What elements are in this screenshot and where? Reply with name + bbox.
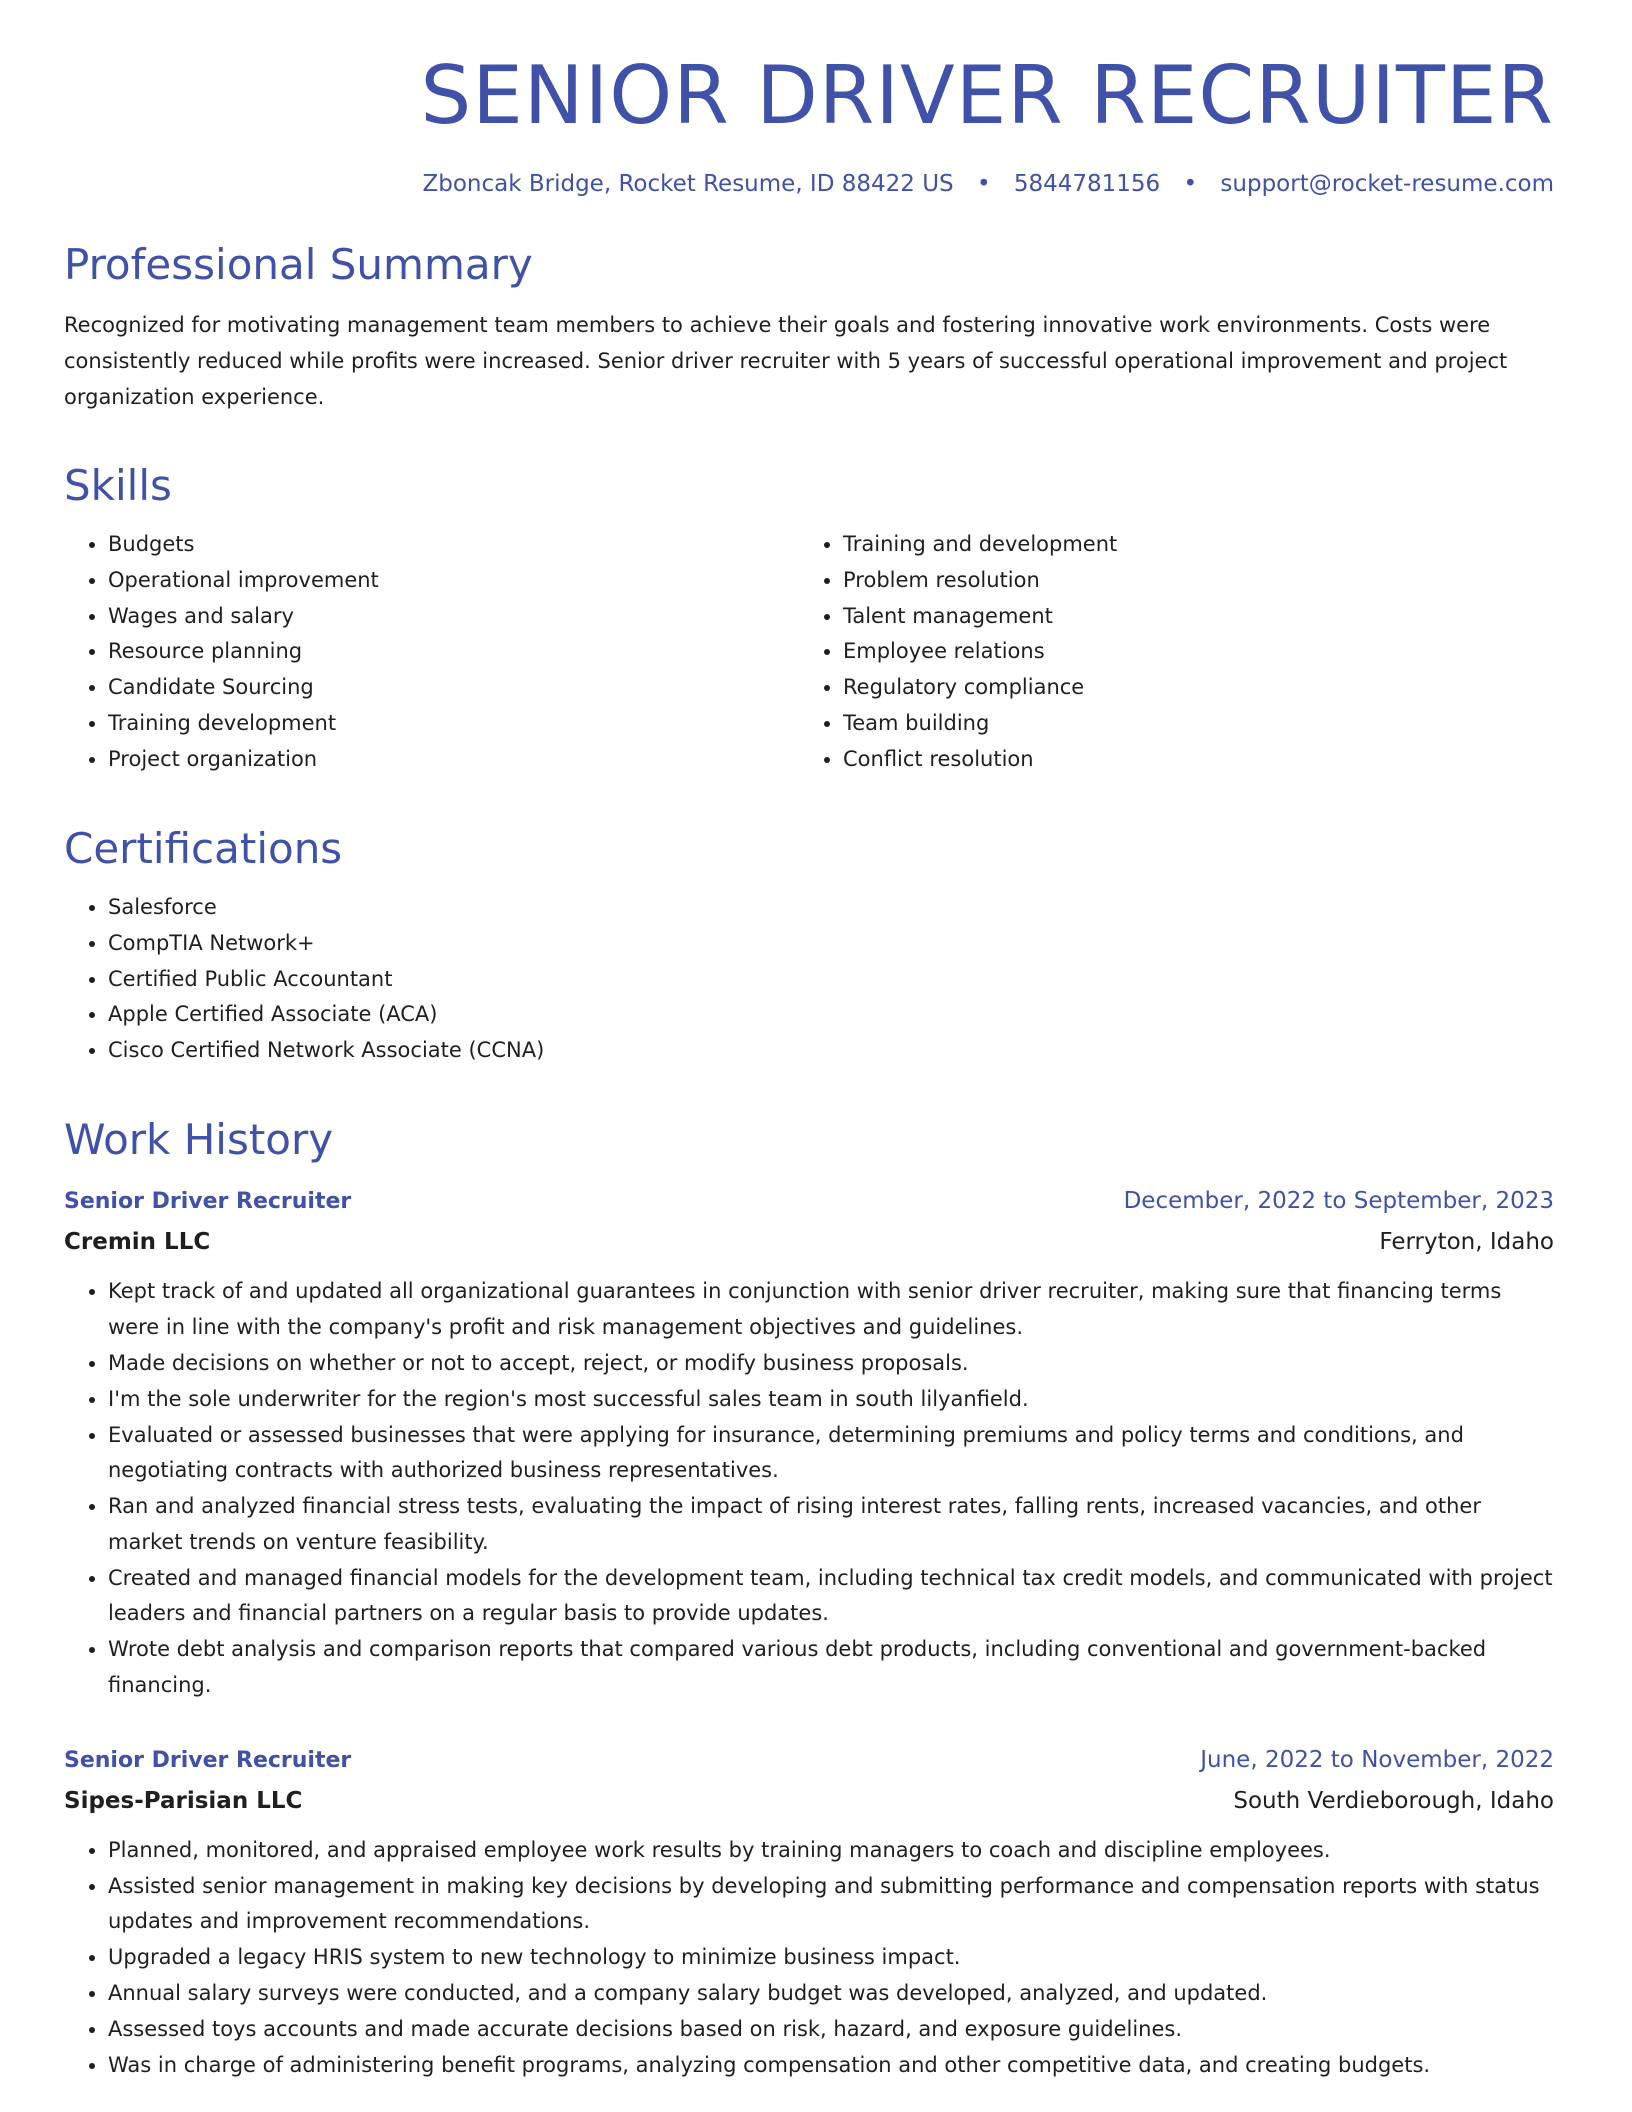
- skill-item: • Operational improvement: [108, 563, 799, 599]
- job-entry: [64, 1181, 1554, 1704]
- job-company-row: [64, 1222, 1554, 1262]
- work-history-heading: Work History: [64, 1114, 334, 1164]
- skills-column-left: [64, 527, 799, 778]
- skill-item: • Team building: [843, 706, 1534, 742]
- contact-line: [64, 168, 1554, 200]
- job-company-row: [64, 1781, 1554, 1821]
- contact-address: Zboncak Bridge, Rocket Resume, ID 88422 US: [422, 171, 954, 197]
- job-bullet: • I'm the sole underwriter for the region's most successful sales team in south lilyanfield.: [108, 1382, 1554, 1418]
- job-company: Sipes-Parisian LLC: [64, 1787, 303, 1814]
- skill-item: • Training and development: [843, 527, 1534, 563]
- job-dates: December, 2022 to September, 2023: [1123, 1188, 1554, 1215]
- certifications-heading: Certifications: [64, 823, 343, 873]
- job-company: Cremin LLC: [64, 1229, 211, 1256]
- job-bullet: • Created and managed financial models for the development team, including technical tax credit models, and communicated with project leaders and financial partners on a regular basis to provide updates.: [108, 1561, 1554, 1633]
- separator-dot: •: [976, 171, 991, 197]
- job-bullet: • Assessed toys accounts and made accurate decisions based on risk, hazard, and exposure guidelines.: [108, 2012, 1554, 2048]
- certification-item: • Salesforce: [108, 890, 1554, 926]
- job-bullet: • Planned, monitored, and appraised employee work results by training managers to coach and discipline employees.: [108, 1833, 1554, 1869]
- job-location: South Verdieborough, Idaho: [1233, 1787, 1554, 1814]
- skill-item: • Regulatory compliance: [843, 670, 1534, 706]
- job-bullet: • Made decisions on whether or not to accept, reject, or modify business proposals.: [108, 1346, 1554, 1382]
- skills-list-right: [799, 527, 1534, 778]
- job-bullet: • Evaluated or assessed businesses that were applying for insurance, determining premiums and policy terms and conditions, and negotiating contracts with authorized business representatives.: [108, 1418, 1554, 1490]
- skill-item: • Budgets: [108, 527, 799, 563]
- skill-item: • Employee relations: [843, 634, 1534, 670]
- skill-item: • Talent management: [843, 599, 1534, 635]
- skills-grid: [64, 527, 1554, 778]
- skills-column-right: [799, 527, 1534, 778]
- skill-item: • Resource planning: [108, 634, 799, 670]
- job-bullet: • Was in charge of administering benefit programs, analyzing compensation and other competitive data, and creating budgets.: [108, 2048, 1554, 2084]
- skill-item: • Project organization: [108, 742, 799, 778]
- job-location: Ferryton, Idaho: [1379, 1229, 1554, 1256]
- contact-phone: 5844781156: [1013, 171, 1161, 197]
- job-header-row: [64, 1740, 1554, 1781]
- job-title: Senior Driver Recruiter: [64, 1189, 352, 1215]
- resume-name: SENIOR DRIVER RECRUITER: [420, 49, 1554, 142]
- job-bullet: • Ran and analyzed financial stress tests, evaluating the impact of rising interest rates, falling rents, increased vacancies, and other market trends on venture feasibility.: [108, 1489, 1554, 1561]
- contact-email: support@rocket-resume.com: [1220, 171, 1554, 197]
- job-bullet: • Annual salary surveys were conducted, and a company salary budget was developed, analyzed, and updated.: [108, 1976, 1554, 2012]
- job-bullet: • Kept track of and updated all organizational guarantees in conjunction with senior driver recruiter, making sure that financing terms were in line with the company's profit and risk management objectives and guidelines.: [108, 1274, 1554, 1346]
- skill-item: • Training development: [108, 706, 799, 742]
- job-header-row: [64, 1181, 1554, 1222]
- job-bullet: • Wrote debt analysis and comparison reports that compared various debt products, including conventional and government-backed financing.: [108, 1632, 1554, 1704]
- job-title: Senior Driver Recruiter: [64, 1747, 352, 1773]
- work-history: [64, 1181, 1554, 2083]
- summary-heading: Professional Summary: [64, 240, 533, 290]
- skills-heading: Skills: [64, 460, 172, 510]
- summary-text: Recognized for motivating management team members to achieve their goals and fostering innovative work environments. Costs were consistently reduced while profits were increased. Senior driver recruiter with 5 years of successful operational improvement and project organization experience.: [64, 312, 1508, 409]
- skill-item: • Candidate Sourcing: [108, 670, 799, 706]
- skill-item: • Conflict resolution: [843, 742, 1534, 778]
- job-bullet: • Assisted senior management in making key decisions by developing and submitting performance and compensation reports with status updates and improvement recommendations.: [108, 1869, 1554, 1941]
- job-dates: June, 2022 to November, 2022: [1200, 1746, 1554, 1773]
- resume-page: [64, 48, 1554, 2083]
- skill-item: • Wages and salary: [108, 599, 799, 635]
- certification-item: • Cisco Certified Network Associate (CCNA): [108, 1033, 1554, 1069]
- skills-list-left: [64, 527, 799, 778]
- certifications-list: [64, 890, 1554, 1069]
- job-bullets: [64, 1833, 1554, 2084]
- certification-item: • Apple Certified Associate (ACA): [108, 997, 1554, 1033]
- certification-item: • CompTIA Network+: [108, 926, 1554, 962]
- job-entry: [64, 1740, 1554, 2084]
- job-bullets: [64, 1274, 1554, 1704]
- skill-item: • Problem resolution: [843, 563, 1534, 599]
- job-bullet: • Upgraded a legacy HRIS system to new technology to minimize business impact.: [108, 1940, 1554, 1976]
- certification-item: • Certified Public Accountant: [108, 962, 1554, 998]
- separator-dot: •: [1183, 171, 1198, 197]
